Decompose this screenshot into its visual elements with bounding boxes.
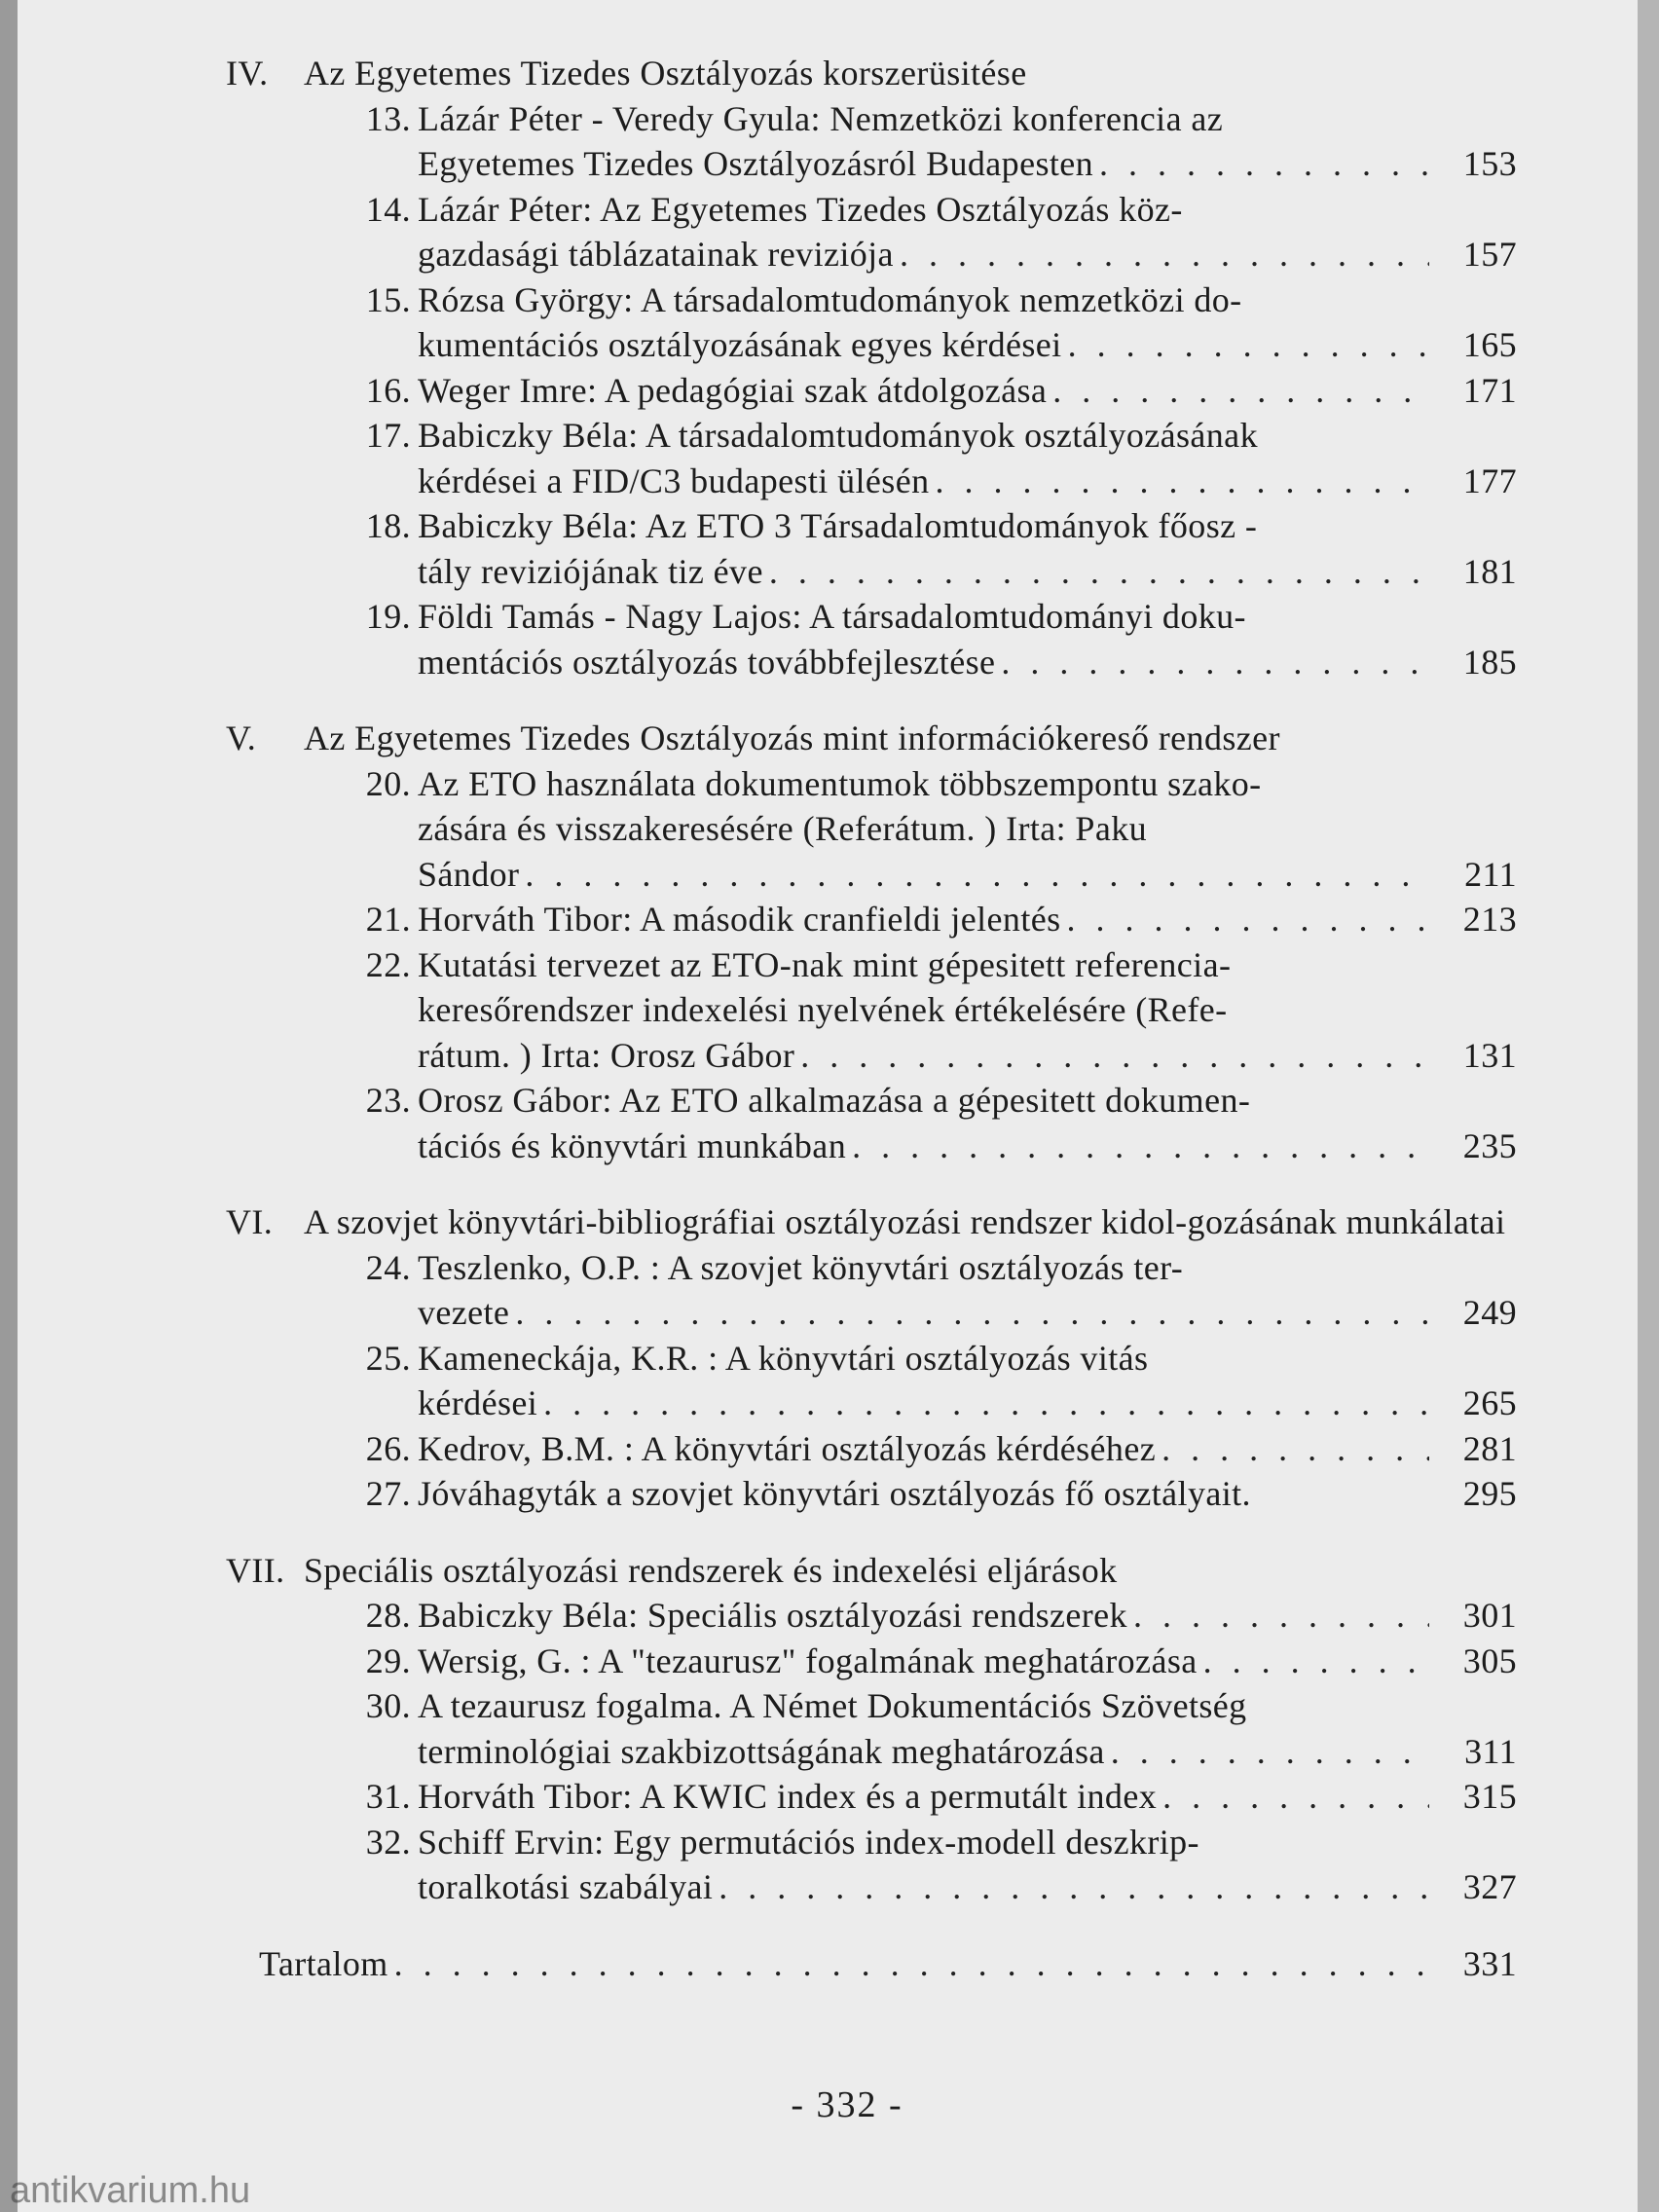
dot-leader [1111,1729,1429,1775]
entry-number: 20. [365,763,411,803]
contents-page-number: 331 [1462,1943,1517,1983]
table-of-contents [226,51,1517,1986]
entry-title-last-line: Kedrov, B.M. : A könyvtári osztályozás kérdéséhez [418,1428,1157,1468]
entry-page-number: 295 [1462,1474,1517,1513]
dot-leader [1133,1593,1429,1639]
section-title: Az Egyetemes Tizedes Osztályozás korszerüsitése [304,54,1027,92]
entry-title-line: Földi Tamás - Nagy Lajos: A társadalomtudományi doku- [418,597,1246,636]
dot-leader [1162,1774,1429,1820]
toc-entry [226,1336,1517,1426]
entry-title-last-line: Egyetemes Tizedes Osztályozásról Budapesten [418,144,1094,183]
toc-entry [226,187,1517,277]
entry-number: 13. [365,98,411,138]
entry-page-number: 211 [1464,854,1517,894]
entry-page-number: 265 [1462,1383,1517,1422]
entry-number: 27. [365,1474,411,1513]
entry-page-number: 153 [1462,144,1517,183]
section-heading [226,716,1517,761]
dot-leader [1161,1426,1429,1472]
entry-title-line: Kutatási tervezet az ETO-nak mint gépesitett referencia- [418,944,1232,984]
entry-page-number: 177 [1462,461,1517,500]
entry-page-number: 315 [1462,1777,1517,1816]
entry-number: 28. [365,1596,411,1635]
entry-number: 19. [365,597,411,636]
entry-title-line: Az ETO használata dokumentumok többszempontu szako- [418,763,1262,803]
entry-title-line: A tezaurusz fogalma. A Német Dokumentációs Szövetség [418,1686,1247,1725]
entry-page-number: 281 [1462,1428,1517,1468]
entry-title-line: keresőrendszer indexelési nyelvének értékelésére (Refe- [418,990,1228,1029]
entry-title-line: Babiczky Béla: Az ETO 3 Társadalomtudományok főosz - [418,506,1258,545]
entry-title-last-line: Weger Imre: A pedagógiai szak átdolgozása [418,370,1048,410]
dot-leader [769,549,1429,595]
entry-title-last-line: Jóváhagyták a szovjet könyvtári osztályozás fő osztályait. [418,1474,1251,1513]
entry-title-last-line: kérdései [418,1383,538,1422]
section-title: Speciális osztályozási rendszerek és indexelési eljárások [304,1550,1118,1590]
entry-title-last-line: tációs és könyvtári munkában [418,1125,847,1165]
dot-leader [1052,368,1429,414]
entry-number: 14. [365,189,411,229]
entry-title-last-line: kérdései a FID/C3 budapesti ülésén [418,461,930,500]
entry-number: 30. [365,1686,411,1725]
entry-number: 18. [365,506,411,545]
toc-entry [226,1245,1517,1336]
dot-leader [1068,322,1429,368]
toc-entry [226,1426,1517,1472]
toc-entry [226,413,1517,503]
entry-title-last-line: terminológiai szakbizottságának meghatározása [418,1731,1105,1771]
entry-number: 15. [365,279,411,319]
entry-page-number: 305 [1462,1641,1517,1680]
dot-leader [1001,640,1429,685]
section-roman-numeral: IV. [226,54,269,92]
dot-leader [1067,897,1429,942]
entry-number: 24. [365,1247,411,1287]
entry-title-line: Babiczky Béla: A társadalomtudományok osztályozásának [418,416,1258,455]
contents-label: Tartalom [259,1943,388,1983]
entry-title-line: Schiff Ervin: Egy permutációs index-modell deszkrip- [418,1822,1199,1862]
toc-entry [226,1471,1517,1517]
entry-page-number: 311 [1464,1731,1517,1771]
section-title: Az Egyetemes Tizedes Osztályozás mint információkereső rendszer [304,719,1280,757]
toc-entry [226,1683,1517,1774]
section-heading [226,1199,1517,1245]
toc-section [226,716,1517,1168]
entry-number: 26. [365,1428,411,1468]
entry-title-last-line: vezete [418,1293,510,1332]
toc-entry [226,1820,1517,1910]
toc-entry [226,503,1517,594]
section-heading [226,51,1517,96]
toc-section [226,1199,1517,1517]
entry-title-last-line: toralkotási szabályai [418,1867,714,1906]
section-heading [226,1548,1517,1594]
entry-page-number: 185 [1462,642,1517,682]
toc-entry [226,1639,1517,1684]
dot-leader [394,1941,1429,1987]
entry-number: 31. [365,1777,411,1816]
entry-page-number: 157 [1462,235,1517,274]
entry-title-last-line: tály reviziójának tiz éve [418,551,763,591]
entry-number: 16. [365,370,411,410]
section-roman-numeral: V. [226,719,257,757]
entry-title-last-line: Wersig, G. : A "tezaurusz" fogalmának meghatározása [418,1641,1198,1680]
entry-title-last-line: Babiczky Béla: Speciális osztályozási rendszerek [418,1596,1127,1635]
entry-page-number: 327 [1462,1867,1517,1906]
entry-number: 17. [365,416,411,455]
dot-leader [543,1381,1429,1426]
entry-page-number: 301 [1462,1596,1517,1635]
toc-section [226,51,1517,684]
toc-section [226,1548,1517,1910]
entry-title-line: Lázár Péter: Az Egyetemes Tizedes Osztályozás köz- [418,189,1183,229]
entry-title-last-line: Sándor [418,854,520,894]
toc-entry [226,1078,1517,1168]
entry-title-line: Rózsa György: A társadalomtudományok nemzetközi do- [418,279,1242,319]
toc-entry [226,761,1517,898]
entry-title-line: Teszlenko, O.P. : A szovjet könyvtári osztályozás ter- [418,1247,1184,1287]
section-title: A szovjet könyvtári-bibliográfiai osztályozási rendszer kidol-gozásának munkálatai [304,1202,1506,1241]
dot-leader [1099,141,1429,187]
toc-entry [226,1593,1517,1639]
entry-page-number: 249 [1462,1293,1517,1332]
toc-entry-contents [226,1941,1517,1987]
entry-page-number: 235 [1462,1125,1517,1165]
toc-entry [226,1774,1517,1820]
toc-entry [226,942,1517,1079]
entry-title-last-line: mentációs osztályozás továbbfejlesztése [418,642,996,682]
toc-entry [226,96,1517,187]
section-roman-numeral: VII. [226,1550,285,1590]
entry-title-last-line: gazdasági táblázatainak reviziója [418,235,894,274]
watermark: antikvarium.hu [10,2170,251,2211]
toc-entry [226,277,1517,368]
entry-number: 22. [365,944,411,984]
entry-title-last-line: Horváth Tibor: A KWIC index és a permutált index [418,1777,1158,1816]
entry-number: 23. [365,1081,411,1120]
entry-number: 32. [365,1822,411,1862]
dot-leader [1203,1639,1429,1684]
dot-leader [800,1033,1429,1079]
dot-leader [515,1290,1429,1336]
toc-entry [226,897,1517,942]
entry-title-line: Kameneckája, K.R. : A könyvtári osztályozás vitás [418,1338,1149,1378]
entry-page-number: 181 [1462,551,1517,591]
dot-leader [935,459,1429,504]
entry-page-number: 213 [1462,900,1517,939]
dot-leader [525,852,1429,898]
toc-entry [226,368,1517,414]
entry-number: 25. [365,1338,411,1378]
entry-title-last-line: rátum. ) Irta: Orosz Gábor [418,1035,795,1075]
entry-number: 29. [365,1641,411,1680]
entry-page-number: 165 [1462,325,1517,364]
entry-title-line: Lázár Péter - Veredy Gyula: Nemzetközi konferencia az [418,98,1224,138]
page-number: - 332 - [791,2084,903,2125]
toc-section-contents [226,1941,1517,1987]
entry-page-number: 171 [1462,370,1517,410]
dot-leader [719,1864,1429,1910]
toc-entry [226,594,1517,684]
entry-title-last-line: kumentációs osztályozásának egyes kérdései [418,325,1062,364]
section-roman-numeral: VI. [226,1202,274,1241]
entry-title-line: zására és visszakeresésére (Referátum. ) Irta: Paku [418,809,1148,848]
entry-title-last-line: Horváth Tibor: A második cranfieldi jelentés [418,900,1061,939]
entry-title-line: Orosz Gábor: Az ETO alkalmazása a gépesitett dokumen- [418,1081,1251,1120]
entry-number: 21. [365,900,411,939]
dot-leader [900,232,1429,277]
entry-page-number: 131 [1462,1035,1517,1075]
dot-leader [852,1124,1429,1169]
